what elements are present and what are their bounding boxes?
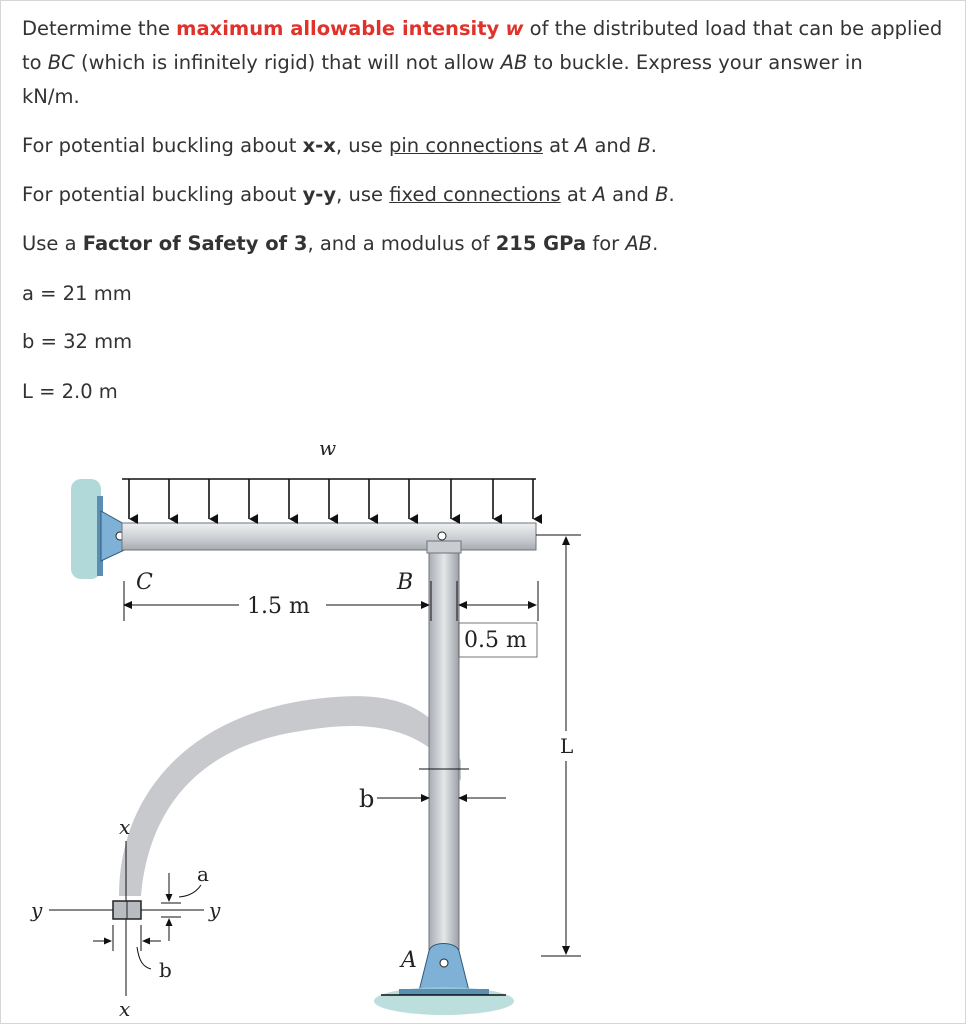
cs-y-left: y [31,898,43,922]
distributed-load-arrows [129,479,533,519]
dim-L-label: L [560,734,574,758]
cs-a-label: a [197,862,209,886]
column-ab [429,550,459,950]
length-dimension [531,521,591,971]
beam-bc [122,523,536,550]
problem-line-2: to BC (which is infinitely rigid) that will not allow AB to buckle. Express your answer in [22,51,863,74]
label-C: C [136,570,153,595]
given-b: b = 32 mm [22,330,133,353]
problem-line-3: kN/m. [22,85,80,108]
cs-y-right: y [209,898,221,922]
pin-connection-statement: For potential buckling about x-x, use pin connections at A and B. [22,134,657,157]
label-A: A [401,948,417,973]
pin-b [438,532,446,540]
cs-x-bot: x [119,997,131,1021]
problem-line-1: Determime the maximum allowable intensity w of the distributed load that can be applied [22,17,943,40]
wall-support [71,479,101,579]
cross-section-detail [21,801,251,1025]
load-label-w: w [319,436,337,460]
cs-b-label: b [159,958,172,982]
dim-bc-label: 1.5 m [247,594,310,619]
given-a: a = 21 mm [22,282,132,305]
cs-x-top: x [119,815,131,839]
dim-overhang-label: 0.5 m [464,628,527,653]
fixed-connection-statement: For potential buckling about y-y, use fixed connections at A and B. [22,183,675,206]
given-L: L = 2.0 m [22,380,118,403]
safety-factor-statement: Use a Factor of Safety of 3, and a modulus of 215 GPa for AB. [22,232,659,255]
col-width-b-label: b [359,785,375,813]
label-B: B [397,570,414,595]
